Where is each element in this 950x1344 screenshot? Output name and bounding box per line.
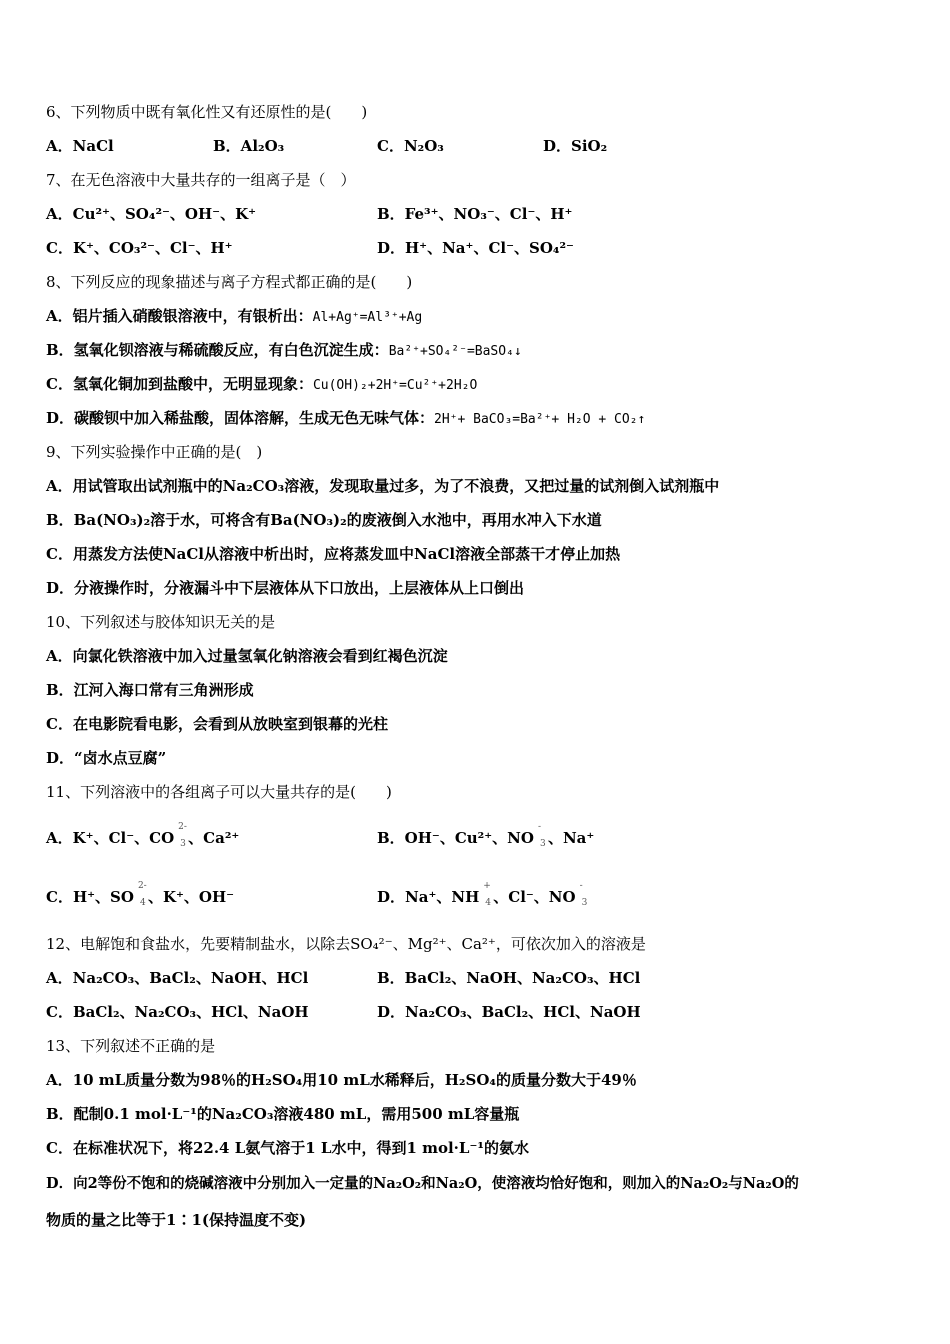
- question-10-option-b: B．江河入海口常有三角洲形成: [46, 681, 254, 699]
- question-7-option-b: B．Fe³⁺、NO₃⁻、Cl⁻、H⁺: [377, 205, 573, 223]
- question-10-option-a: A．向氯化铁溶液中加入过量氢氧化钠溶液会看到红褐色沉淀: [46, 647, 448, 665]
- question-12-option-b: B．BaCl₂、NaOH、Na₂CO₃、HCl: [377, 969, 641, 987]
- question-9-option-b: B．Ba(NO₃)₂溶于水，可将含有Ba(NO₃)₂的废液倒入水池中，再用水冲入下水道: [46, 511, 602, 529]
- q11-a-sub: 3: [180, 839, 186, 849]
- q11-b-prefix: B．OH⁻、Cu²⁺、NO: [377, 829, 534, 847]
- question-11-option-a: [46, 822, 240, 849]
- q11-d-sup2: -: [579, 881, 583, 891]
- q11-a-prefix: A．K⁺、Cl⁻、CO: [46, 829, 175, 847]
- question-13-option-a: A．10 mL质量分数为98％的H₂SO₄用10 mL水稀释后，H₂SO₄的质量分数大于49％: [46, 1071, 637, 1089]
- question-8-option-d-text: D．碳酸钡中加入稀盐酸，固体溶解，生成无色无味气体：: [46, 409, 435, 427]
- question-11-option-d: [377, 881, 590, 908]
- question-8-option-a-text: A．铝片插入硝酸银溶液中，有银析出：: [46, 307, 313, 325]
- q11-c-sub: 4: [139, 898, 146, 908]
- q11-c-prefix: C．H⁺、SO: [46, 888, 134, 906]
- question-8-option-d: [46, 408, 645, 430]
- question-8-option-a-equation: Al+Ag⁺=Al³⁺+Ag: [312, 310, 423, 325]
- question-11-option-b: [377, 822, 595, 849]
- question-7-option-a: A．Cu²⁺、SO₄²⁻、OH⁻、K⁺: [46, 205, 257, 223]
- question-8-option-b: [46, 340, 522, 362]
- question-9-option-a: A．用试管取出试剂瓶中的Na₂CO₃溶液，发现取量过多，为了不浪费，又把过量的试剂倒入试剂瓶中: [46, 477, 720, 495]
- question-9-stem: 9、下列实验操作中正确的是( ): [46, 443, 263, 461]
- q11-a-sup: 2-: [178, 822, 187, 832]
- question-8-stem: 8、下列反应的现象描述与离子方程式都正确的是( ): [46, 273, 413, 291]
- question-13-option-d: D．向2等份不饱和的烧碱溶液中分别加入一定量的Na₂O₂和Na₂O，使溶液均恰好饱和，则加入的Na₂O₂与Na₂O的: [46, 1175, 799, 1192]
- question-8-option-c-text: C．氢氧化铜加到盐酸中，无明显现象：: [46, 375, 313, 393]
- q11-d-middle: 、Cl⁻、NO: [493, 888, 576, 906]
- question-9-option-c: C．用蒸发方法使NaCl从溶液中析出时，应将蒸发皿中NaCl溶液全部蒸干才停止加热: [46, 545, 621, 563]
- question-6-option-b: B．Al₂O₃: [213, 137, 285, 155]
- question-13-stem: 13、下列叙述不正确的是: [46, 1037, 216, 1055]
- question-13-option-d-continued: 物质的量之比等于1∶1(保持温度不变): [46, 1211, 307, 1229]
- question-12-stem: 12、电解饱和食盐水，先要精制盐水，以除去SO₄²⁻、Mg²⁺、Ca²⁺，可依次加入的溶液是: [46, 935, 646, 953]
- question-8-option-a: [46, 306, 422, 328]
- question-6-option-a: A．NaCl: [46, 137, 114, 155]
- question-7-stem: 7、在无色溶液中大量共存的一组离子是（ ）: [46, 171, 356, 189]
- question-12-option-d: D．Na₂CO₃、BaCl₂、HCl、NaOH: [377, 1003, 641, 1021]
- question-7-option-d: D．H⁺、Na⁺、Cl⁻、SO₄²⁻: [377, 239, 574, 257]
- question-13-option-b: B．配制0.1 mol·L⁻¹的Na₂CO₃溶液480 mL，需用500 mL容量瓶: [46, 1105, 520, 1123]
- question-8-option-c: [46, 374, 477, 396]
- question-6-option-c: C．N₂O₃: [377, 137, 444, 155]
- q11-d-ion-charge-2: [576, 881, 590, 908]
- q11-a-suffix: 、Ca²⁺: [188, 829, 240, 847]
- question-8-option-b-equation: Ba²⁺+SO₄²⁻=BaSO₄↓: [388, 344, 522, 359]
- question-11-stem: 11、下列溶液中的各组离子可以大量共存的是( ): [46, 783, 392, 801]
- question-6-option-d: D．SiO₂: [543, 137, 608, 155]
- q11-d-ion-charge: [479, 881, 493, 908]
- question-10-stem: 10、下列叙述与胶体知识无关的是: [46, 613, 276, 631]
- question-10-option-c: C．在电影院看电影，会看到从放映室到银幕的光柱: [46, 715, 388, 733]
- q11-d-sup: +: [483, 881, 491, 891]
- question-8-option-c-equation: Cu(OH)₂+2H⁺=Cu²⁺+2H₂O: [312, 378, 478, 393]
- q11-b-sup: -: [537, 822, 541, 832]
- question-8-option-d-equation: 2H⁺+ BaCO₃=Ba²⁺+ H₂O + CO₂↑: [434, 412, 646, 427]
- q11-d-sub: 4: [485, 898, 491, 908]
- question-13-option-c: C．在标准状况下，将22.4 L氨气溶于1 L水中，得到1 mol·L⁻¹的氨水: [46, 1139, 529, 1157]
- question-8-option-b-text: B．氢氧化钡溶液与稀硫酸反应，有白色沉淀生成：: [46, 341, 389, 359]
- q11-c-ion-charge: [134, 881, 148, 908]
- q11-d-sub2: 3: [581, 898, 588, 908]
- question-7-option-c: C．K⁺、CO₃²⁻、Cl⁻、H⁺: [46, 239, 233, 257]
- question-9-option-d: D．分液操作时，分液漏斗中下层液体从下口放出，上层液体从上口倒出: [46, 579, 525, 597]
- question-12-option-a: A．Na₂CO₃、BaCl₂、NaOH、HCl: [46, 969, 309, 987]
- question-10-option-d: D．“卤水点豆腐”: [46, 749, 167, 767]
- q11-b-sub: 3: [539, 839, 546, 849]
- question-12-option-c: C．BaCl₂、Na₂CO₃、HCl、NaOH: [46, 1003, 309, 1021]
- q11-d-prefix: D．Na⁺、NH: [377, 888, 480, 906]
- q11-c-sup: 2-: [137, 881, 147, 891]
- question-11-option-c: [46, 881, 235, 908]
- q11-a-ion-charge: [174, 822, 188, 849]
- q11-b-suffix: 、Na⁺: [547, 829, 595, 847]
- q11-b-ion-charge: [534, 822, 548, 849]
- q11-c-suffix: 、K⁺、OH⁻: [147, 888, 235, 906]
- question-6-stem: 6、下列物质中既有氧化性又有还原性的是( ): [46, 103, 368, 121]
